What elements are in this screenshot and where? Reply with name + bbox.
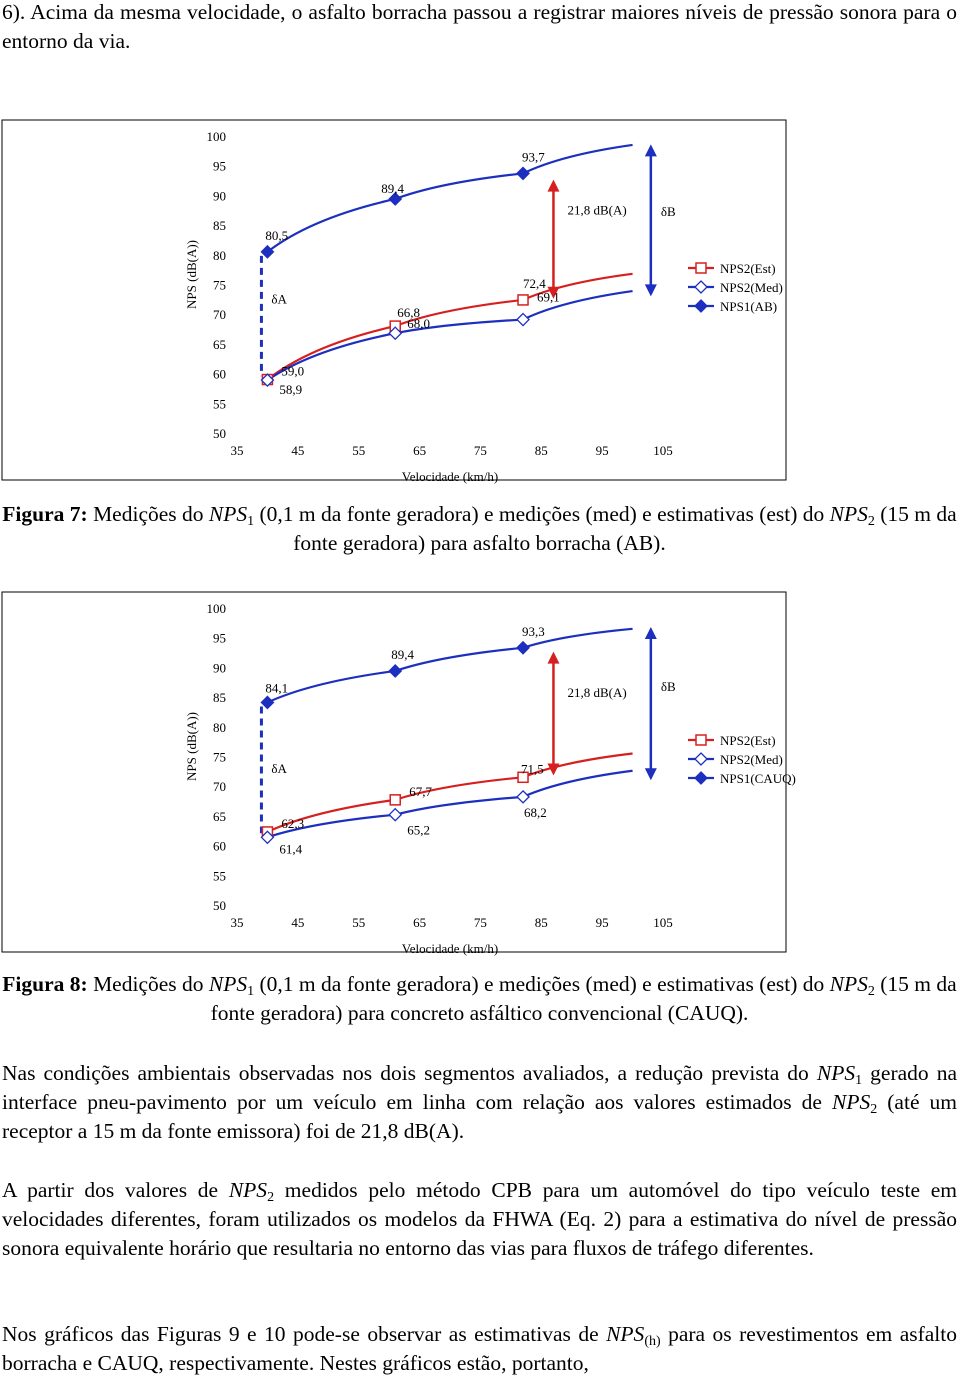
delta-b-arrow-head-top: [645, 627, 657, 639]
y-tick-label: 100: [206, 601, 226, 616]
data-label: 89,4: [391, 646, 414, 662]
y-tick-label: 55: [213, 396, 226, 412]
x-tick-label: 35: [230, 443, 244, 458]
data-label: 65,2: [407, 822, 430, 838]
reduction-arrow-head-top: [547, 652, 559, 664]
body-paragraph-3: Nos gráficos das Figuras 9 e 10 pode-se observar as estimativas de $NPS_{(h)}$ para os revestimentos em asfalto borracha e CAUQ, respectivamente. Nestes gráficos estão, portanto,: [2, 1322, 957, 1375]
body-paragraph-2: A partir dos valores de $NPS_2$ medidos pelo método CPB para um automóvel do tipo veículo teste em velocidades diferentes, foram utilizados os modelos da FHWA (Eq. 2) para a estimativa do nível de pressão sonora equivalente horário que resultaria no entorno das vias para fluxos de tráfego diferentes.: [2, 1178, 957, 1260]
delta-b-arrow-head-top: [645, 144, 657, 156]
intro-paragraph: 6). Acima da mesma velocidade, o asfalto borracha passou a registrar maiores níveis de pressão sonora para o entorno da via.: [2, 0, 957, 53]
delta-b-label: δB: [660, 679, 676, 695]
legend-marker: [696, 263, 706, 273]
reduction-label: 21,8 dB(A): [567, 202, 627, 218]
x-tick-label: 45: [291, 915, 305, 930]
x-tick-label: 65: [413, 915, 427, 930]
y-tick-label: 80: [213, 719, 226, 735]
data-point-marker: [517, 791, 529, 803]
x-tick-label: 65: [413, 443, 427, 458]
x-tick-label: 75: [473, 915, 487, 930]
data-label: 66,8: [397, 305, 420, 321]
x-tick-label: 45: [291, 443, 305, 458]
x-tick-label: 75: [473, 443, 487, 458]
x-tick-label: 105: [653, 443, 673, 458]
data-point-marker: [517, 167, 529, 179]
data-label: 84,1: [265, 680, 289, 696]
data-point-marker: [518, 295, 528, 305]
data-label: 59,0: [281, 363, 305, 379]
x-tick-label: 105: [653, 915, 673, 930]
data-point-marker: [517, 642, 529, 654]
figure-7-caption: Figura 7: Medições do $NPS_1$ (0,1 m da fonte geradora) e medições (med) e estimativas (est) do $NPS_2$ (15 m da fonte geradora) para asfalto borracha (AB).: [2, 502, 957, 555]
data-label: 93,7: [522, 149, 545, 165]
y-tick-label: 95: [213, 158, 226, 174]
delta-b-arrow-head-bottom: [645, 284, 657, 296]
data-label: 93,3: [522, 623, 545, 639]
data-label: 61,4: [279, 841, 303, 857]
y-tick-label: 85: [213, 690, 226, 706]
data-label: 69,1: [537, 289, 560, 305]
legend-label: NPS2(Est): [720, 733, 776, 748]
legend-marker: [696, 735, 706, 745]
y-tick-label: 75: [213, 749, 226, 765]
y-axis-label: NPS (dB(A)): [184, 712, 199, 781]
legend-label: NPS1(CAUQ): [720, 771, 796, 786]
delta-b-label: δB: [660, 204, 676, 220]
chart-frame: [2, 120, 786, 480]
y-tick-label: 100: [206, 129, 226, 144]
x-tick-label: 85: [534, 443, 548, 458]
figure-label: Figura 8:: [2, 972, 88, 996]
y-tick-label: 85: [213, 218, 226, 234]
legend-label: NPS2(Med): [720, 752, 783, 767]
y-tick-label: 50: [213, 426, 226, 441]
y-tick-label: 70: [213, 779, 226, 795]
body-paragraph-1: Nas condições ambientais observadas nos dois segmentos avaliados, a redução prevista do $NPS_1$ gerado na interface pneu-pavimento por um veículo em linha com relação aos valores estimados de $NPS_2$ (até um receptor a 15 m da fonte emissora) foi de 21,8 dB(A).: [2, 1061, 957, 1143]
data-label: 68,0: [407, 316, 430, 332]
data-point-marker: [390, 795, 400, 805]
series-line-2: [267, 145, 632, 252]
y-axis-label: NPS (dB(A)): [184, 240, 199, 309]
y-tick-label: 55: [213, 868, 226, 884]
data-point-marker: [389, 665, 401, 677]
legend-marker: [695, 281, 707, 293]
data-label: 68,2: [524, 804, 547, 820]
legend-marker: [695, 753, 707, 765]
y-tick-label: 80: [213, 247, 226, 263]
data-point-marker: [261, 696, 273, 708]
data-label: 89,4: [381, 180, 404, 196]
y-tick-label: 70: [213, 307, 226, 323]
x-tick-label: 55: [352, 915, 366, 930]
data-point-marker: [517, 314, 529, 326]
y-tick-label: 60: [213, 366, 226, 382]
series-line-1: [267, 291, 632, 380]
y-tick-label: 60: [213, 838, 226, 854]
y-tick-label: 90: [213, 660, 226, 676]
figure-8-chart: [0, 590, 960, 960]
x-tick-label: 85: [534, 915, 548, 930]
data-label: 62,3: [281, 815, 305, 831]
delta-a-label: δA: [271, 761, 287, 777]
legend-label: NPS1(AB): [720, 299, 778, 314]
figure-8-caption: Figura 8: Medições do $NPS_1$ (0,1 m da fonte geradora) e medições (med) e estimativas (est) do $NPS_2$ (15 m da fonte geradora) para concreto asfáltico convencional (CAUQ).: [2, 972, 957, 1025]
legend-label: NPS2(Est): [720, 261, 776, 276]
x-tick-label: 95: [595, 915, 609, 930]
x-tick-label: 35: [230, 915, 244, 930]
legend-marker: [695, 772, 707, 784]
data-point-marker: [389, 809, 401, 821]
x-tick-label: 55: [352, 443, 366, 458]
y-tick-label: 90: [213, 188, 226, 204]
legend-label: NPS2(Med): [720, 280, 783, 295]
reduction-arrow-head-top: [547, 180, 559, 192]
figure-7-chart: [0, 118, 960, 488]
reduction-label: 21,8 dB(A): [567, 685, 627, 701]
y-tick-label: 75: [213, 277, 226, 293]
x-tick-label: 95: [595, 443, 609, 458]
legend-marker: [695, 300, 707, 312]
series-line-1: [267, 771, 632, 838]
data-label: 71,5: [521, 761, 544, 777]
data-label: 80,5: [265, 227, 289, 243]
y-tick-label: 65: [213, 808, 226, 824]
delta-a-label: δA: [271, 291, 287, 307]
x-axis-label: Velocidade (km/h): [401, 941, 499, 956]
y-tick-label: 65: [213, 336, 226, 352]
data-label: 58,9: [279, 382, 303, 398]
figure-label: Figura 7:: [2, 502, 88, 526]
series-line-0: [267, 274, 632, 380]
data-label: 72,4: [523, 275, 546, 291]
data-label: 67,7: [409, 783, 432, 799]
y-tick-label: 95: [213, 630, 226, 646]
series-line-0: [267, 754, 632, 832]
y-tick-label: 50: [213, 898, 226, 913]
delta-b-arrow-head-bottom: [645, 768, 657, 780]
x-axis-label: Velocidade (km/h): [401, 469, 499, 484]
